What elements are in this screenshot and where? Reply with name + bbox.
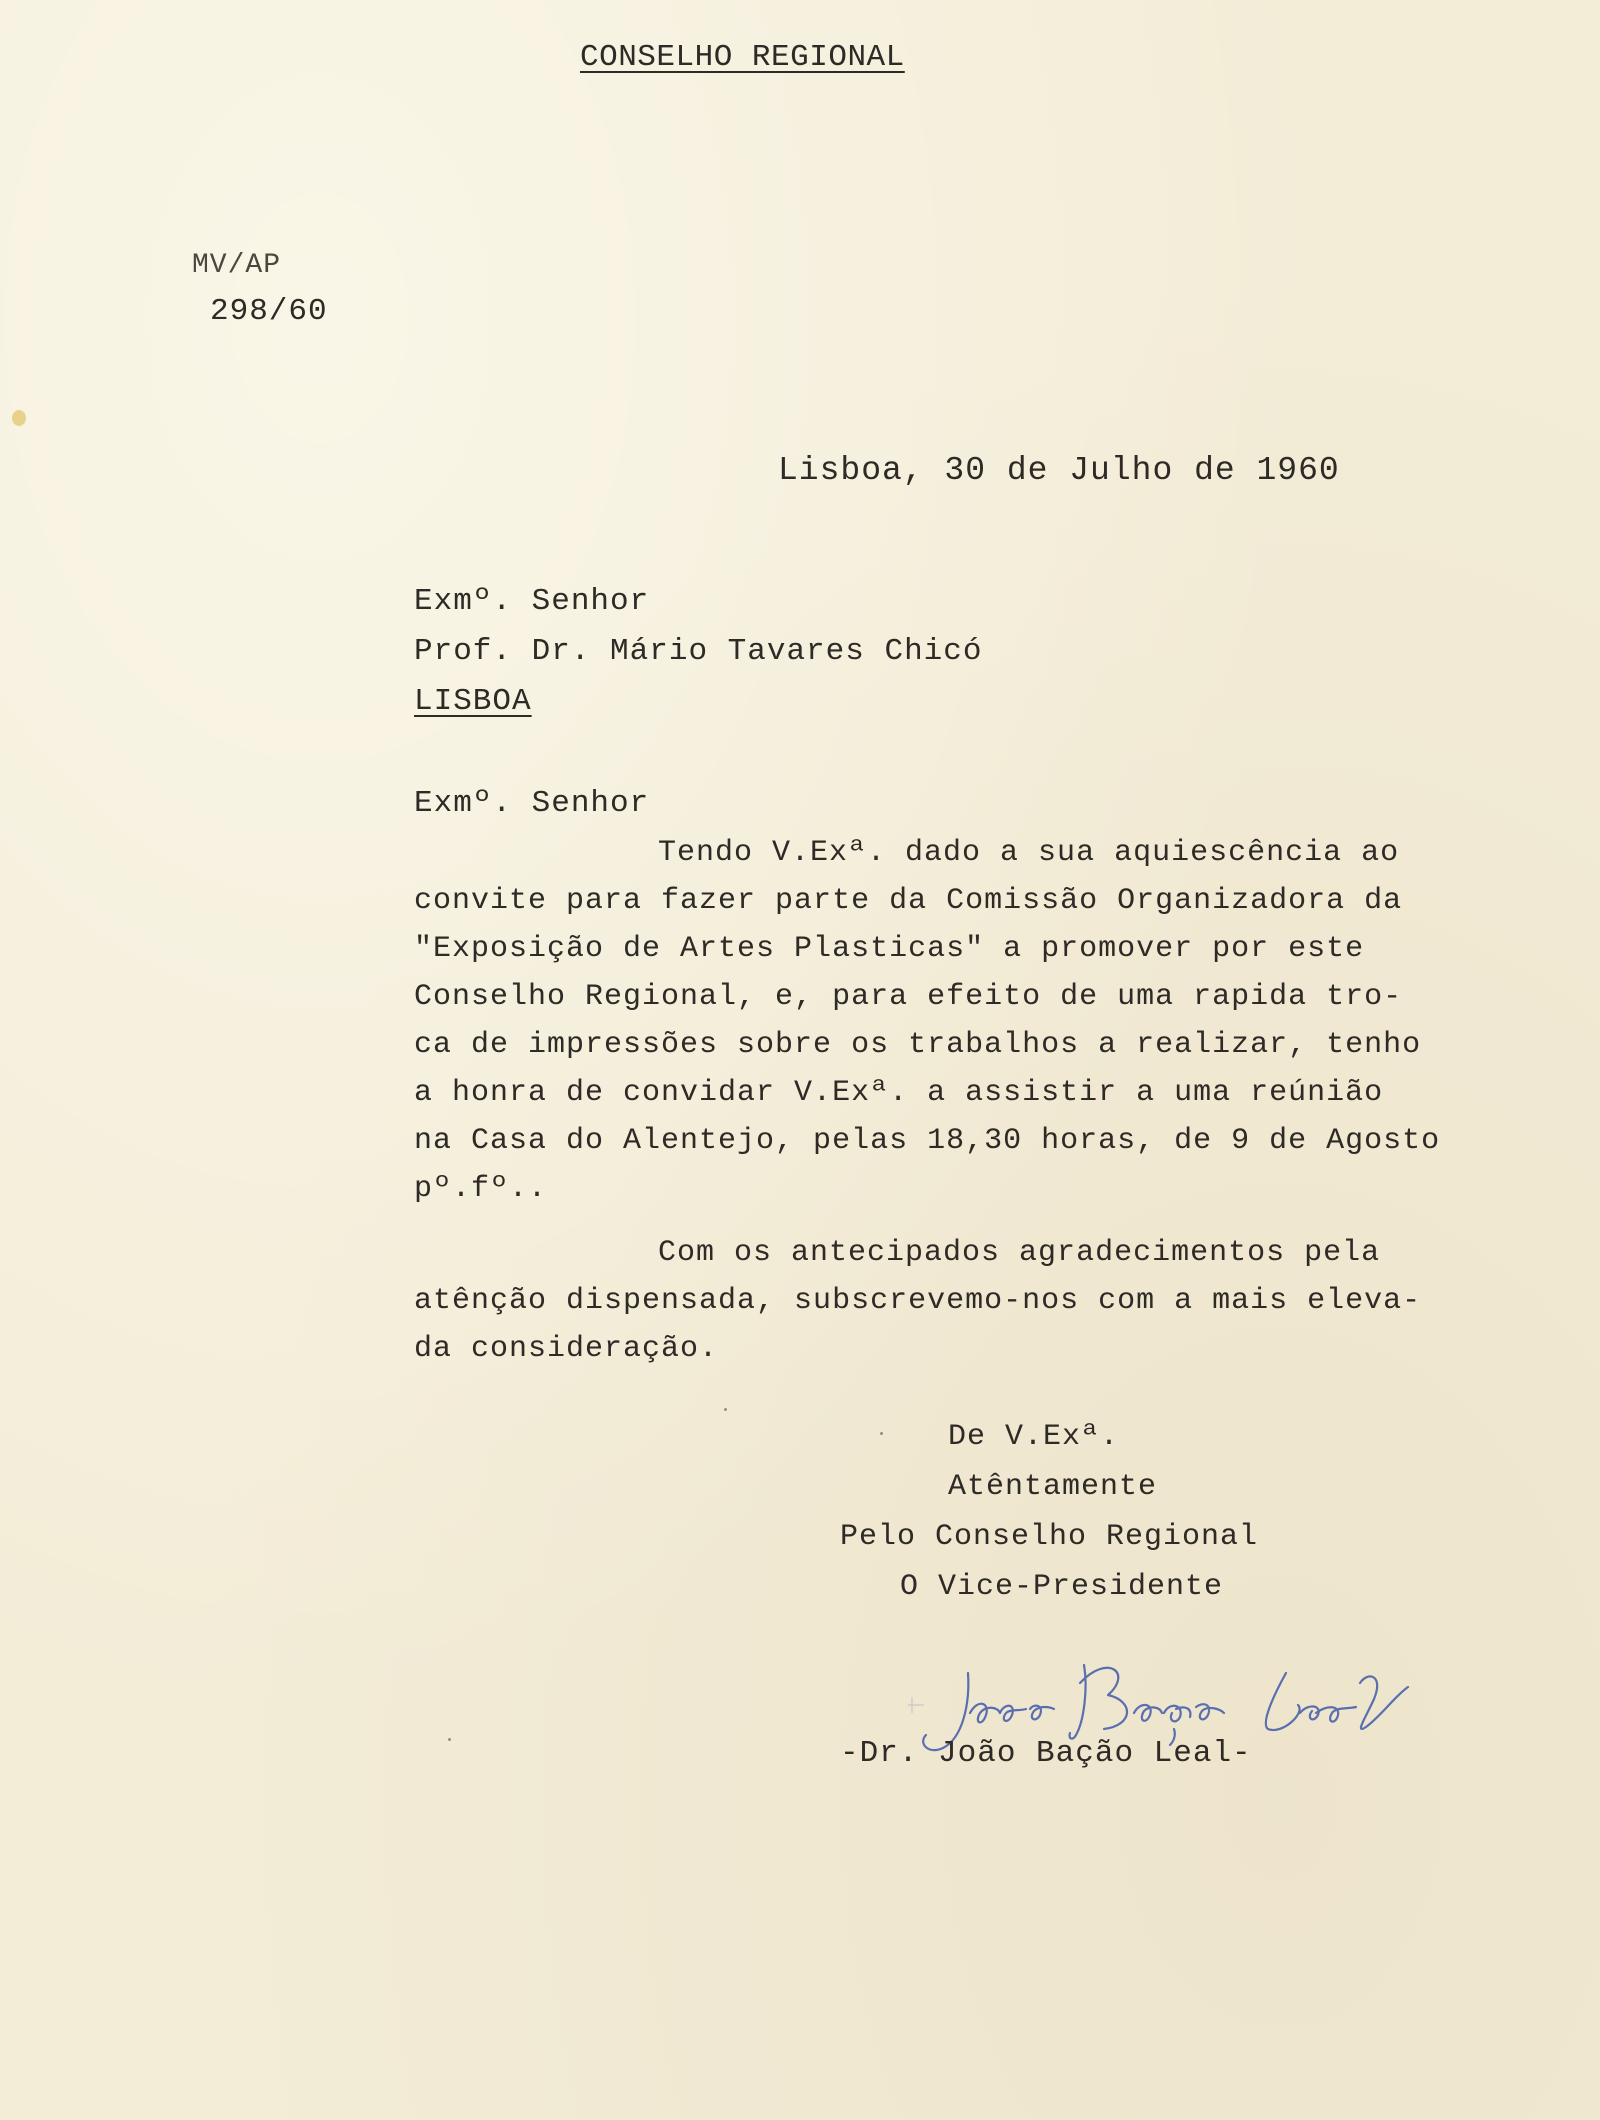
handwritten-signature <box>830 1608 1390 1738</box>
recipient-name: Prof. Dr. Mário Tavares Chicó <box>414 634 983 669</box>
paper-speck <box>724 1408 727 1411</box>
paper-speck <box>880 1432 883 1435</box>
body-line: pº.fº.. <box>414 1172 548 1206</box>
paper-speck <box>448 1738 451 1741</box>
body-line: Conselho Regional, e, para efeito de uma rapida tro- <box>414 980 1403 1014</box>
closing-line: Pelo Conselho Regional <box>840 1520 1259 1554</box>
closing-line: Atêntamente <box>948 1470 1158 1504</box>
body-line: Com os antecipados agradecimentos pela <box>658 1236 1381 1270</box>
body-line: ca de impressões sobre os trabalhos a realizar, tenho <box>414 1028 1422 1062</box>
body-line: atênção dispensada, subscrevemo-nos com a mais eleva- <box>414 1284 1422 1318</box>
signatory-name: -Dr. João Bação Leal- <box>840 1736 1252 1771</box>
reference-number: 298/60 <box>210 294 328 329</box>
reference-code: MV/AP <box>192 250 282 281</box>
body-line: convite para fazer parte da Comissão Organizadora da <box>414 884 1403 918</box>
closing-line: De V.Exª. <box>948 1420 1120 1454</box>
recipient-title: Exmº. Senhor <box>414 584 650 619</box>
body-line: "Exposição de Artes Plasticas" a promover por este <box>414 932 1365 966</box>
body-line: na Casa do Alentejo, pelas 18,30 horas, de 9 de Agosto <box>414 1124 1441 1158</box>
body-line: a honra de convidar V.Exª. a assistir a uma reúnião <box>414 1076 1384 1110</box>
body-line: da consideração. <box>414 1332 719 1366</box>
date-line: Lisboa, 30 de Julho de 1960 <box>778 452 1340 489</box>
salutation: Exmº. Senhor <box>414 786 650 821</box>
letterhead-title: CONSELHO REGIONAL <box>580 40 905 75</box>
paper-stain <box>12 410 26 426</box>
closing-line: O Vice-Presidente <box>900 1570 1224 1604</box>
body-line: Tendo V.Exª. dado a sua aquiescência ao <box>658 836 1400 870</box>
recipient-city: LISBOA <box>414 684 532 719</box>
